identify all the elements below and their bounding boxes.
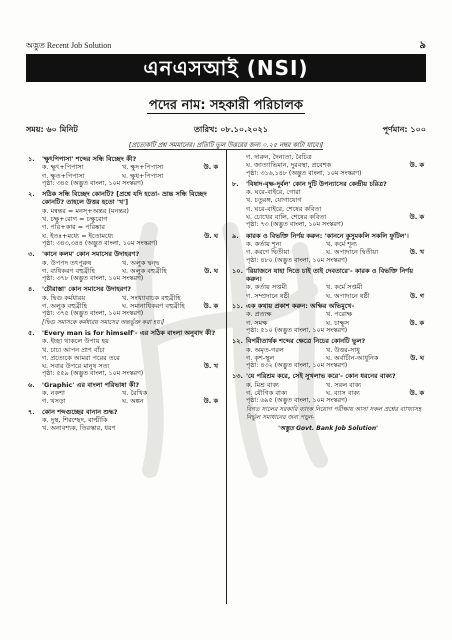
- question-number: ১২.: [232, 337, 243, 346]
- option-row: [28, 416, 218, 424]
- answer-mark: [402, 188, 424, 196]
- question-number: ৬.: [28, 380, 35, 389]
- option-text: খ. অনাবশ্যক, তিরস্কার, ধরণ: [42, 424, 116, 433]
- question-stem: [28, 285, 218, 293]
- option-a: গ. সম্প্রদানে ষষ্ঠী: [246, 291, 290, 300]
- option-b: খ. উত্তর-সাধু: [326, 345, 360, 354]
- question-text: 'যে পরিশ্রম করে, সেই সুখলাভ করে'- কোন ধরনের বাক্য?: [246, 372, 396, 381]
- right-question-column: [232, 153, 424, 434]
- option-row: [28, 337, 218, 345]
- question-text: 'Graphic' এর বাংলা পরিভাষা কী?: [42, 380, 140, 389]
- answer-mark: [196, 346, 218, 354]
- question-stem: [28, 329, 218, 337]
- question-text: 'ক্ষুৎপিপাসা' শব্দের সন্ধি বিচ্ছেদ কী?: [42, 155, 137, 163]
- option-text: ঘ. জাত্যাভিমান, দুরবস্থা, প্রবেশক: [246, 161, 332, 170]
- option-a: গ. খসড়া: [42, 397, 66, 406]
- answer-mark: উ. ক: [409, 213, 424, 222]
- question-number: ২.: [28, 190, 35, 199]
- option-a: ক. কর্তায় শূন্য: [246, 239, 282, 248]
- answer-mark: উ. ঘ: [410, 353, 424, 362]
- source-reference: পৃষ্ঠা: ৩৭৮ (অদ্ভুত বাংলা, ১০ম সংস্করণ): [42, 275, 144, 283]
- option-b: খ. অলুক দ্বন্দ্ব: [122, 258, 160, 267]
- exam-full-marks: পূর্ণমান: ১০০: [382, 125, 426, 134]
- answer-mark: উ. ঘ: [204, 231, 218, 240]
- option-row: [28, 223, 218, 231]
- question-number: ৪.: [28, 285, 35, 294]
- question-number: ১১.: [232, 302, 243, 311]
- book-promo: 'অদ্ভুত Govt. Bank Job Solution': [278, 425, 378, 433]
- option-row: [28, 215, 218, 223]
- option-row: [28, 267, 218, 275]
- question-text: 'Every man is for himself'- এর সঠিক বাংলা অনুবাদ কী?: [42, 328, 216, 337]
- question-number: ৫.: [28, 328, 35, 337]
- marking-note-text: [প্রত্যেকটি প্রশ্ন সমমানের। প্রতিটি ভুল উত্তরের জন্য ০.২৫ নম্বর কাটা যাবে।]: [128, 141, 324, 149]
- option-text: খ. চক্ষু+রোগ = চক্ষুরোগ: [42, 215, 108, 224]
- question-stem: [232, 302, 424, 310]
- explanation-note: বিগত সালের সরকারি ব্যাংক নিয়োগ পরীক্ষায় আসা সকল প্রশ্নের ব্যাখ্যাসহ নির্ভুল সমাধানের জন্য পড়ুন-: [246, 405, 422, 421]
- question-number: ১৩.: [232, 372, 243, 381]
- option-b: ঘ. অঙ্কন: [122, 397, 144, 406]
- exam-date: তারিখ: ০৮.১০.২০২১: [194, 125, 268, 134]
- option-text: ক. মন্বন্তর = মনস্+অন্তর (মনন্তর): [42, 206, 129, 215]
- question-stem: [28, 190, 218, 207]
- option-row: [232, 205, 424, 213]
- option-text: ঘ. চোখের বালি, শেষের কবিতা: [246, 213, 327, 222]
- option-row: [232, 153, 424, 161]
- question-stem: [232, 372, 424, 380]
- question-number: ১.: [28, 155, 35, 163]
- question-number: ৮.: [232, 179, 239, 188]
- source-reference: পৃষ্ঠা: ৩৭৫ (অদ্ভুত বাংলা, ১০ম সংস্করণ): [42, 310, 144, 318]
- question-text: 'রিয়াজনে যাহা দিতে চাই তাই দেবতারে'- কারক ও বিভক্তি নির্ণয় করুন।: [246, 266, 414, 284]
- option-row: [28, 389, 218, 397]
- option-row: [28, 397, 218, 405]
- source-reference: পৃষ্ঠা: ৪৩২ (অদ্ভুত বাংলা, ১০ম সংস্করণ): [246, 362, 348, 370]
- question-text: 'বিষাদ-বৃক্ষ-দুর্বল' কোন দুটি উপন্যাসের কেন্দ্রীয় চরিত্র?: [246, 179, 387, 188]
- option-b: ঘ. ব্যাস বাক্য: [326, 389, 360, 398]
- answer-mark: [402, 381, 424, 389]
- question-number: ৩.: [28, 250, 35, 259]
- option-row: [28, 163, 218, 171]
- source-reference: পৃষ্ঠা: ৫৫৯ (অদ্ভুত বাংলা, ১০ম সংস্করণ): [42, 370, 144, 378]
- answer-mark: উ. ক: [409, 389, 424, 398]
- option-b: ঘ. অর্বাচীন-আধুনিক: [326, 353, 379, 362]
- question-number: ৯.: [232, 231, 239, 240]
- option-row: [28, 354, 218, 362]
- option-b: খ. ক্ষুদ+পিপাসা: [122, 163, 164, 172]
- answer-mark: [402, 205, 424, 213]
- option-a: গ. যৌগিক বাক্য: [246, 389, 288, 398]
- option-row: [232, 381, 424, 389]
- option-row: [28, 294, 218, 302]
- source-reference: পৃষ্ঠা: ৫১০ (অদ্ভুত বাংলা, ১০ম সংস্করণ): [246, 326, 348, 334]
- option-b: খ. সংখ্যাবাচক বহুব্রীহি: [122, 293, 181, 302]
- answer-mark: [196, 424, 218, 432]
- option-b: ঘ. সমানাধিকরণ বহুব্রীহি: [122, 302, 185, 311]
- option-text: গ. পরি+কার = পরিষ্কার: [42, 223, 105, 232]
- answer-mark: [196, 259, 218, 267]
- question-number: ১০.: [232, 266, 243, 275]
- source-reference: পৃষ্ঠা: ৩৪৩,৩৪৪ (অদ্ভুত বাংলা, ১০ম সংস্করণ): [42, 239, 158, 247]
- option-row: [232, 346, 424, 354]
- option-row: [232, 248, 424, 256]
- option-text: ঘ. ইতঃ+মধ্যে = ইতোমধ্যে: [42, 231, 114, 240]
- option-a: গ. ব্যধিকরণ বহুব্রীহি: [42, 266, 96, 275]
- option-a: গ. করণে দ্বিতীয়া: [246, 248, 290, 257]
- answer-mark: উ. ক: [409, 161, 424, 170]
- option-b: ঘ. অপাদানে দ্বিতীয়া: [326, 248, 379, 257]
- option-text: ঘ. সবার উপরে মানুষ সত্য: [42, 362, 110, 371]
- option-a: ক. অমৃত-গরল: [246, 345, 284, 354]
- answer-mark: [196, 354, 218, 362]
- option-text: গ. দারুন, দৈন্যতা, বৈচিত্র: [246, 153, 312, 161]
- option-row: [28, 207, 218, 215]
- question-stem: [232, 337, 424, 345]
- option-row: [232, 188, 424, 196]
- option-text: ক. ইচ্ছা থাকলে উপায় হয়: [42, 337, 109, 346]
- answer-mark: [402, 310, 424, 318]
- option-row: [28, 172, 218, 180]
- option-b: খ. সরল বাক্য: [326, 380, 362, 389]
- option-a: ক. মিশ্র বাক্য: [246, 380, 279, 389]
- question-stem: [28, 250, 218, 258]
- question-text: 'চৌরাস্তা' কোন সমাসের উদাহরণ?: [42, 285, 132, 294]
- option-a: ক. নকশা: [42, 389, 65, 398]
- post-name-text: পদের নাম: সহকারী পরিচালক: [149, 98, 303, 113]
- option-row: [232, 310, 424, 318]
- header-book-title: অদ্ভুত Recent Job Solution: [26, 41, 112, 50]
- left-question-column: [28, 153, 218, 433]
- source-reference: পৃষ্ঠা: ৭৩ (অদ্ভুত বাংলা, ১০ম সংস্করণ): [246, 221, 344, 229]
- option-text: গ. প্রত্যেকে আমরা পরের তরে: [42, 353, 120, 362]
- option-a: গ. অলুক বহুব্রীহি: [42, 302, 88, 311]
- option-a: ক. প্রত্যক্ষ: [246, 310, 272, 319]
- option-b: ঘ. ক্ষুধ+পিপাসা: [122, 171, 164, 180]
- question-stem: [28, 381, 218, 389]
- question-stem: [232, 180, 424, 188]
- explanation-note: [দ্বিগু সমাসকে কর্মধারয় সমাসের অন্তর্ভুক্ত করা হয়।]: [42, 318, 165, 326]
- answer-mark: [196, 337, 218, 345]
- option-row: [28, 232, 218, 240]
- answer-mark: [196, 215, 218, 223]
- answer-mark: উ. খ: [409, 248, 424, 257]
- option-row: [28, 346, 218, 354]
- option-row: [232, 292, 424, 300]
- answer-mark: [196, 223, 218, 231]
- option-b: খ. কর্মে সপ্তমী: [326, 283, 363, 292]
- option-b: খ. কর্মে শূন্য: [326, 239, 357, 248]
- question-text: বিপরীতার্থক শব্দের ক্ষেত্রে নিচের কোনটি ভুল?: [246, 337, 366, 346]
- option-b: ঘ. অলুক বহুব্রীহি: [122, 266, 167, 275]
- answer-mark: উ. খ: [203, 362, 218, 371]
- option-text: খ. চাচা আপন প্রাণ বাঁচা: [42, 345, 105, 354]
- option-row: [232, 354, 424, 362]
- answer-mark: উ. গ: [409, 291, 424, 300]
- option-text: গ. ঘরে-বাইরে, শেষের কবিতা: [246, 204, 322, 213]
- option-row: [28, 424, 218, 432]
- answer-mark: [402, 283, 424, 291]
- answer-mark: [196, 294, 218, 302]
- option-text: ক. দুস্থ, শিরশ্ছেদ, বাল্মীকি: [42, 415, 108, 424]
- exam-meta: [26, 124, 426, 136]
- question-text: সঠিক সন্ধি বিচ্ছেদ কোনটি? [প্রশ্নে যদি হতো- ভ্রান্ত সন্ধি বিচ্ছেদ কোনটি? তাহলে উত্তর হতো 'খ']: [42, 190, 207, 207]
- question-stem: [232, 232, 424, 240]
- option-a: গ. কৃশ-স্থূল: [246, 353, 275, 362]
- option-b: ঘ. চাক্ষুস: [326, 318, 350, 327]
- question-stem: [232, 267, 424, 284]
- option-row: [28, 259, 218, 267]
- answer-mark: [196, 416, 218, 424]
- page-number: ৯: [419, 40, 426, 51]
- answer-mark: উ. ক: [203, 302, 218, 311]
- answer-mark: উ. ক: [409, 318, 424, 327]
- option-text: ক. ঘরে-বাইরে, গোরা: [246, 188, 301, 197]
- source-reference: পৃষ্ঠা: ৩৪৫ (অদ্ভুত বাংলা, ১০ম সংস্করণ): [42, 179, 144, 187]
- option-b: খ. রৈখিক: [122, 389, 148, 398]
- answer-mark: উ. ক: [203, 397, 218, 406]
- question-number: ৭.: [28, 407, 35, 416]
- option-a: ক. দ্বিগু কর্মধারয়: [42, 293, 86, 302]
- option-a: গ. সমক্ষ: [246, 318, 268, 327]
- question-text: এক কথায় প্রকাশ করুন: অক্ষির অভিমুখে-: [246, 302, 355, 311]
- source-reference: পৃষ্ঠা: ৬৯৫ (অদ্ভুত বাংলা, ১০ম সংস্করণ): [246, 397, 348, 405]
- option-text: খ. চতুরঙ্গ, যোগাযোগ: [246, 196, 302, 205]
- option-row: [232, 283, 424, 291]
- question-text: কারক ও বিভক্তি নির্ণয় করুন: 'কাননে কুসুমকলি সকলি ফুটিল'।: [246, 231, 409, 240]
- column-divider: [226, 150, 227, 604]
- answer-mark: [402, 346, 424, 354]
- option-b: খ. পরোক্ষ: [326, 310, 353, 319]
- source-reference: পৃষ্ঠা: ৩১৬,১৪৮ (অদ্ভুত বাংলা, ১০ম সংস্করণ): [246, 169, 362, 177]
- question-text: 'কানে কলম' কোন সমাসের উদাহরণ?: [42, 250, 140, 259]
- answer-mark: [402, 196, 424, 204]
- post-name: [0, 96, 452, 117]
- option-a: ক. কর্তায় সপ্তমী: [246, 283, 287, 292]
- option-b: ঘ. অপাদানে ষষ্ঠী: [326, 291, 370, 300]
- option-a: ক. উপপদ তৎপুরুষ: [42, 258, 92, 267]
- question-text: কোন শব্দগুচ্ছের বানান শুদ্ধ?: [42, 407, 118, 416]
- question-stem: [28, 408, 218, 416]
- source-reference: পৃষ্ঠা: ৪৮০ (অদ্ভুত বাংলা, ১০ম সংস্করণ): [246, 256, 348, 264]
- exam-time: সময়: ৬০ মিনিট: [26, 125, 78, 134]
- answer-mark: [196, 172, 218, 180]
- option-row: [232, 161, 424, 169]
- answer-mark: উ. ক: [203, 163, 218, 172]
- option-a: গ. ক্ষুত+পিপাসা: [42, 171, 85, 180]
- exam-title-banner: এনএসআই (NSI): [26, 54, 426, 82]
- option-row: [232, 196, 424, 204]
- question-stem: [28, 155, 218, 163]
- option-a: ক. ক্ষুৎ+পিপাসা: [42, 163, 84, 172]
- answer-mark: উ. ঘ: [204, 266, 218, 275]
- answer-mark: [196, 207, 218, 215]
- option-row: [232, 319, 424, 327]
